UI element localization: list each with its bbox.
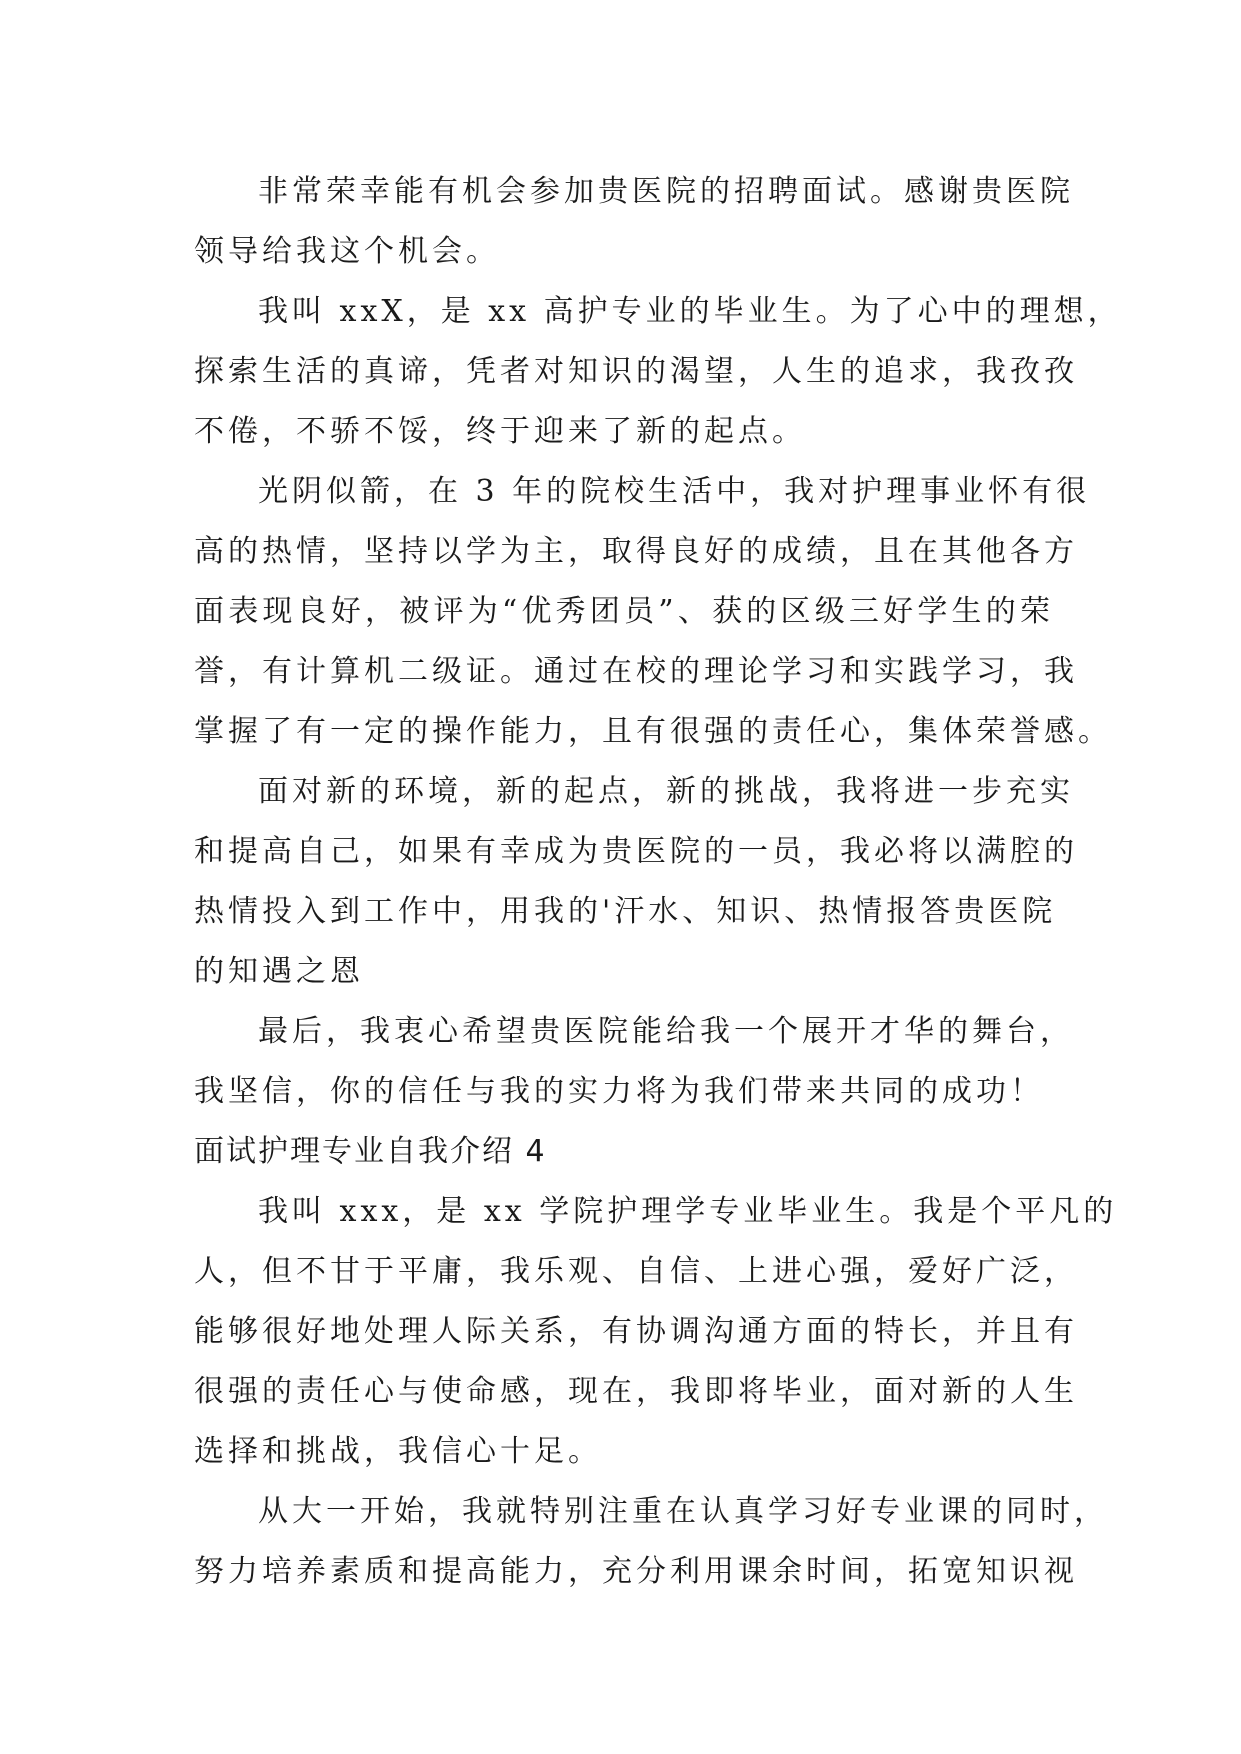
paragraph-line: 和提高自己，如果有幸成为贵医院的一员，我必将以满腔的	[194, 834, 1078, 869]
paragraph-new-challenge	[194, 762, 1078, 1002]
paragraph-line: 高的热情，坚持以学为主，取得良好的成绩，且在其他各方	[194, 534, 1078, 569]
paragraph-line: 人，但不甘于平庸，我乐观、自信、上进心强，爱好广泛，	[194, 1254, 1078, 1289]
paragraph-line: 热情投入到工作中，用我的'汗水、知识、热情报答贵医院	[194, 894, 1057, 929]
document-body	[194, 162, 1122, 1602]
paragraph-line: 面表现良好，被评为“优秀团员”、获的区级三好学生的荣	[194, 594, 1054, 629]
paragraph-line: 我叫 xxx，是 xx 学院护理学专业毕业生。我是个平凡的	[258, 1194, 1118, 1229]
paragraph-line: 掌握了有一定的操作能力，且有很强的责任心，集体荣誉感。	[194, 714, 1112, 749]
paragraph-line: 很强的责任心与使命感，现在，我即将毕业，面对新的人生	[194, 1374, 1078, 1409]
paragraph-line: 探索生活的真谛，凭者对知识的渴望，人生的追求，我孜孜	[194, 354, 1078, 389]
paragraph-line: 不倦，不骄不馁，终于迎来了新的起点。	[194, 414, 806, 449]
paragraph-study-habits	[194, 1482, 1108, 1602]
paragraph-line: 面对新的环境，新的起点，新的挑战，我将进一步充实	[258, 774, 1074, 809]
paragraph-line: 领导给我这个机会。	[194, 234, 500, 269]
paragraph-closing	[194, 1002, 1074, 1122]
paragraph-line: 最后，我衷心希望贵医院能给我一个展开才华的舞台，	[258, 1014, 1074, 1049]
paragraph-self-description	[194, 1182, 1118, 1482]
paragraph-school-life	[194, 462, 1112, 762]
paragraph-line: 努力培养素质和提高能力，充分利用课余时间，拓宽知识视	[194, 1554, 1078, 1589]
paragraph-introduction	[194, 282, 1122, 462]
paragraph-line: 我坚信，你的信任与我的实力将为我们带来共同的成功！	[194, 1074, 1044, 1109]
paragraph-line: 光阴似箭，在 3 年的院校生活中，我对护理事业怀有很	[258, 474, 1091, 509]
paragraph-line: 非常荣幸能有机会参加贵医院的招聘面试。感谢贵医院	[258, 174, 1074, 209]
paragraph-line: 誉，有计算机二级证。通过在校的理论学习和实践学习，我	[194, 654, 1078, 689]
paragraph-line: 从大一开始，我就特别注重在认真学习好专业课的同时，	[258, 1494, 1108, 1529]
paragraph-line: 选择和挑战，我信心十足。	[194, 1434, 602, 1469]
section-heading	[194, 1122, 1054, 1182]
paragraph-line: 我叫 xxX，是 xx 高护专业的毕业生。为了心中的理想，	[258, 294, 1122, 329]
paragraph-thanks	[194, 162, 1074, 282]
section-heading-text: 面试护理专业自我介绍 4	[194, 1134, 547, 1169]
paragraph-line: 能够很好地处理人际关系，有协调沟通方面的特长，并且有	[194, 1314, 1078, 1349]
paragraph-line: 的知遇之恩	[194, 954, 364, 989]
